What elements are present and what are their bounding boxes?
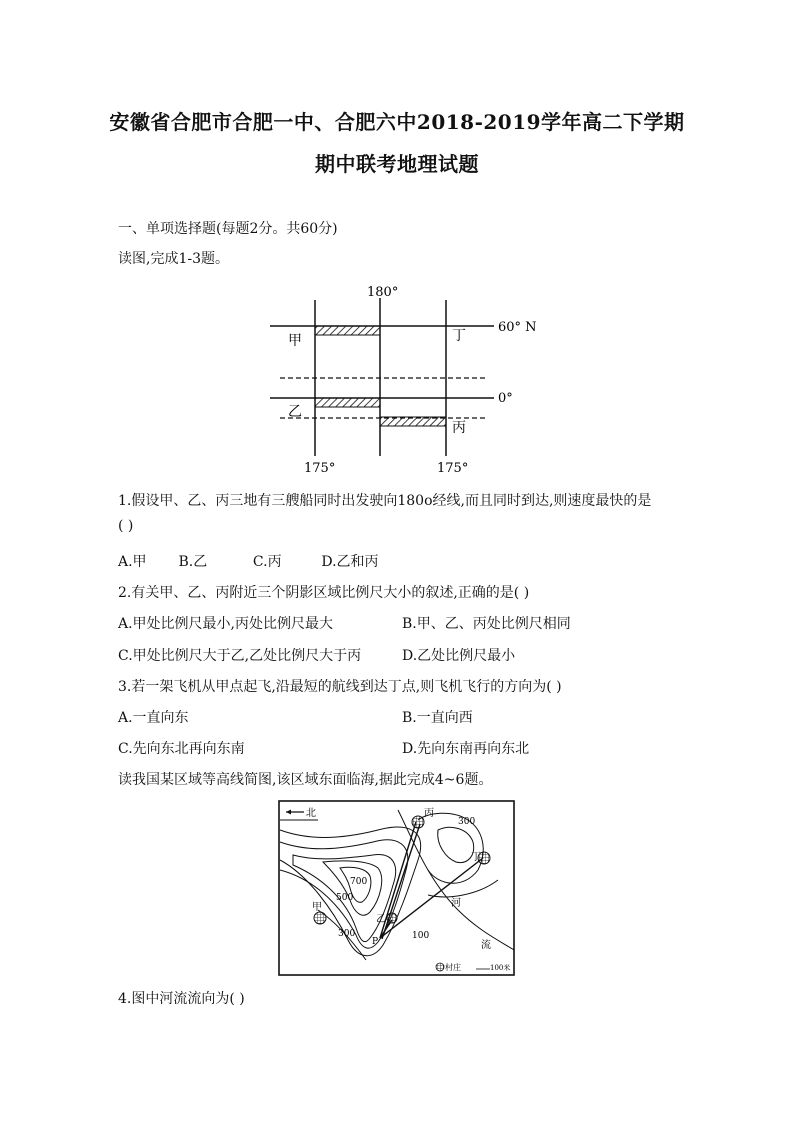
legend-village-icon <box>436 963 444 971</box>
label-lat-0: 0° <box>498 391 513 406</box>
label-river-liu: 流 <box>481 940 491 951</box>
village-yi-icon <box>387 913 397 923</box>
north-label: 北 <box>306 808 316 819</box>
contour-label-500: 500 <box>336 893 354 903</box>
shaded-region-yi <box>315 398 380 407</box>
page-title-line1: 安徽省合肥市合肥一中、合肥六中2018-2019学年高二下学期 <box>109 110 685 134</box>
figure2-contour-map <box>278 800 515 976</box>
figure1-intro: 读图,完成1-3题。 <box>118 251 229 267</box>
q3-option-c[interactable]: C.先向东北再向东南 <box>118 741 245 757</box>
contour-label-100: 100 <box>412 931 430 941</box>
figure2-intro: 读我国某区域等高线简图,该区域东面临海,据此完成4~6题。 <box>118 772 493 788</box>
q2-stem: 2.有关甲、乙、丙附近三个阴影区域比例尺大小的叙述,正确的是( ) <box>118 585 530 601</box>
label-yi: 乙 <box>376 914 386 925</box>
q4-stem: 4.图中河流流向为( ) <box>118 991 245 1007</box>
q1-option-b[interactable]: B.乙 <box>178 554 208 570</box>
q2-option-b[interactable]: B.甲、乙、丙处比例尺相同 <box>402 616 571 632</box>
label-p: P <box>372 937 379 947</box>
section-heading: 一、单项选择题(每题2分。共60分) <box>118 221 338 237</box>
label-bing: 丙 <box>424 808 434 819</box>
q2-option-c[interactable]: C.甲处比例尺大于乙,乙处比例尺大于丙 <box>118 648 362 664</box>
label-jia: 甲 <box>288 333 302 349</box>
legend-scale-label: 100米 <box>490 964 511 972</box>
q3-option-d[interactable]: D.先向东南再向东北 <box>402 741 530 757</box>
q1-options <box>118 551 379 571</box>
label-river-he: 河 <box>451 898 461 909</box>
q1-option-d[interactable]: D.乙和丙 <box>321 554 379 570</box>
label-bing: 丙 <box>452 420 466 436</box>
label-yi: 乙 <box>288 404 302 420</box>
q1-option-c[interactable]: C.丙 <box>252 554 282 570</box>
village-bing-icon <box>412 816 424 828</box>
page-title-line2: 期中联考地理试题 <box>315 152 479 176</box>
label-lon-top: 180° <box>367 285 399 300</box>
label-lon-bottom-left: 175° <box>304 461 336 476</box>
village-jia-icon <box>314 912 326 924</box>
q2-option-d[interactable]: D.乙处比例尺最小 <box>402 648 516 664</box>
q3-option-a[interactable]: A.一直向东 <box>118 710 189 726</box>
label-lat-60n: 60° N <box>498 320 537 335</box>
label-ding: 丁 <box>471 852 481 863</box>
q2-option-a[interactable]: A.甲处比例尺最小,丙处比例尺最大 <box>118 616 334 632</box>
q1-stem: 1.假设甲、乙、丙三地有三艘船同时出发驶向180o经线,而且同时到达,则速度最快的是 <box>118 493 652 509</box>
contour-label-700: 700 <box>350 877 368 887</box>
contour-label-300-top: 300 <box>458 817 476 827</box>
q3-stem: 3.若一架飞机从甲点起飞,沿最短的航线到达丁点,则飞机飞行的方向为( ) <box>118 679 562 695</box>
figure1-latlon-diagram <box>262 282 552 478</box>
legend-village-label: 村庄 <box>445 963 461 972</box>
contour-label-300-bottom: 300 <box>338 929 356 939</box>
label-jia: 甲 <box>312 902 322 913</box>
q1-option-a[interactable]: A.甲 <box>118 554 147 570</box>
label-ding: 丁 <box>452 328 466 344</box>
shaded-region-bing <box>380 417 446 426</box>
q3-option-b[interactable]: B.一直向西 <box>402 710 473 726</box>
shaded-region-jia <box>315 326 380 335</box>
q1-paren: ( ) <box>118 518 134 534</box>
label-lon-bottom-right: 175° <box>437 461 469 476</box>
